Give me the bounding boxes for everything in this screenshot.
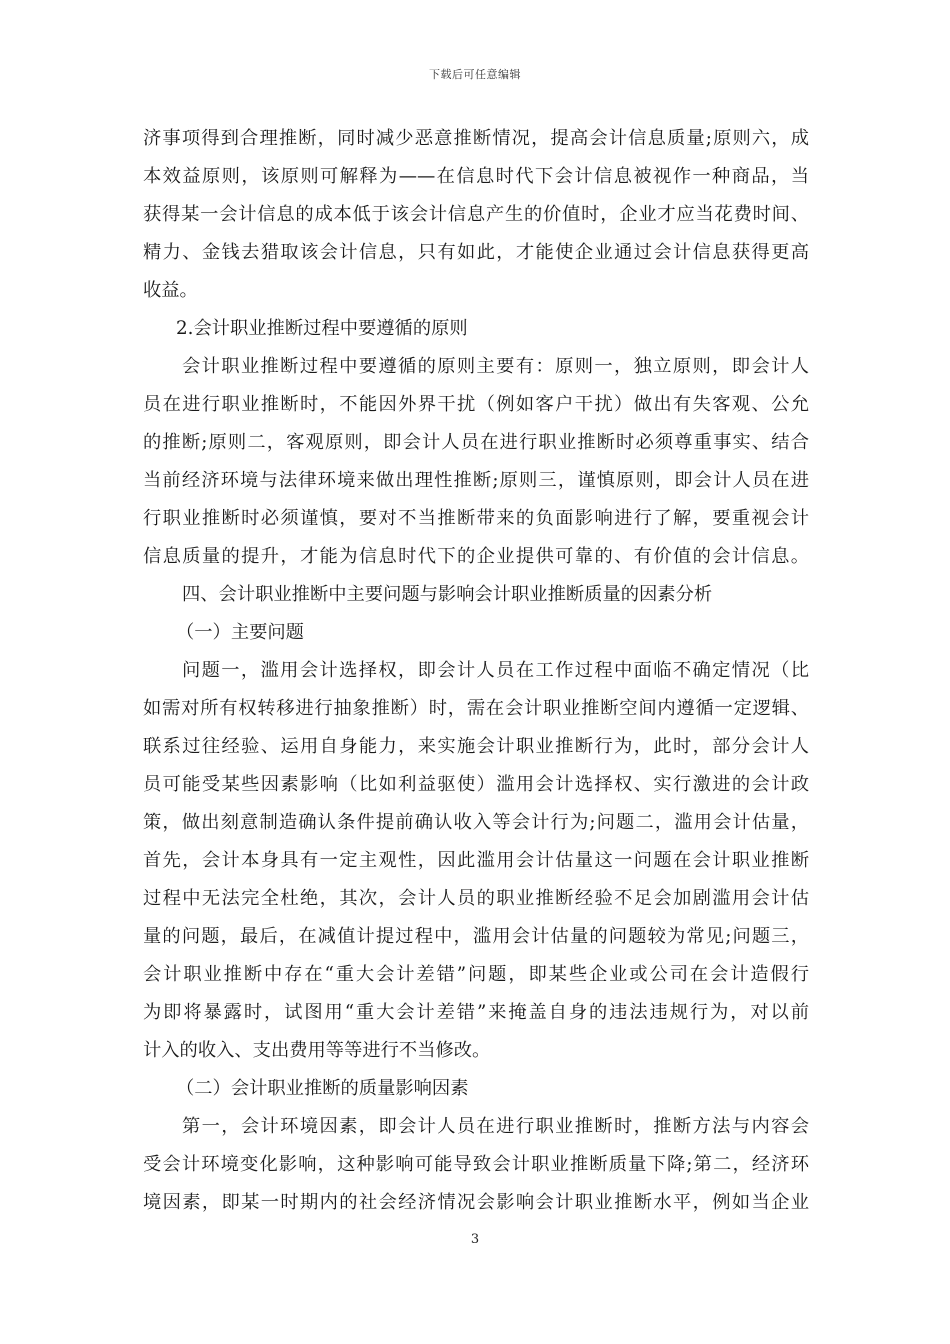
text-line: 行职业推断时必须谨慎，要对不当推断带来的负面影响进行了解，要重视会计 <box>143 508 809 529</box>
text-line: （二）会计职业推断的质量影响因素 <box>176 1078 469 1099</box>
text-line: 本效益原则，该原则可解释为——在信息时代下会计信息被视作一种商品，当 <box>143 166 809 187</box>
text-line: 收益。 <box>143 280 198 301</box>
text-line: 信息质量的提升，才能为信息时代下的企业提供可靠的、有价值的会计信息。 <box>143 546 809 567</box>
text-line: 济事项得到合理推断，同时减少恶意推断情况，提高会计信息质量;原则六，成 <box>143 128 809 149</box>
text-line: 当前经济环境与法律环境来做出理性推断;原则三，谨慎原则，即会计人员在进 <box>143 470 809 491</box>
text-line: 计入的收入、支出费用等等进行不当修改。 <box>143 1040 491 1061</box>
text-line: 2.会计职业推断过程中要遵循的原则 <box>176 318 468 339</box>
text-line: 首先，会计本身具有一定主观性，因此滥用会计估量这一问题在会计职业推断 <box>143 850 809 871</box>
text-line: 第一，会计环境因素，即会计人员在进行职业推断时，推断方法与内容会 <box>182 1116 809 1137</box>
text-line: 员可能受某些因素影响（比如利益驱使）滥用会计选择权、实行激进的会计政 <box>143 774 809 795</box>
text-line: 受会计环境变化影响，这种影响可能导致会计职业推断质量下降;第二，经济环 <box>143 1154 809 1175</box>
text-line: 的推断;原则二，客观原则，即会计人员在进行职业推断时必须尊重事实、结合 <box>143 432 809 453</box>
text-line: 为即将暴露时，试图用“重大会计差错”来掩盖自身的违法违规行为，对以前 <box>143 1002 809 1023</box>
page-number: 3 <box>470 1232 480 1247</box>
text-line: 会计职业推断中存在“重大会计差错”问题，即某些企业或公司在会计造假行 <box>143 964 809 985</box>
text-line: 策，做出刻意制造确认条件提前确认收入等会计行为;问题二，滥用会计估量， <box>143 812 809 833</box>
text-line: 如需对所有权转移进行抽象推断）时，需在会计职业推断空间内遵循一定逻辑、 <box>143 698 809 719</box>
text-line: 精力、金钱去猎取该会计信息，只有如此，才能使企业通过会计信息获得更高 <box>143 242 809 263</box>
text-line: 过程中无法完全杜绝，其次，会计人员的职业推断经验不足会加剧滥用会计估 <box>143 888 809 909</box>
text-line: 获得某一会计信息的成本低于该会计信息产生的价值时，企业才应当花费时间、 <box>143 204 809 225</box>
text-line: 员在进行职业推断时，不能因外界干扰（例如客户干扰）做出有失客观、公允 <box>143 394 809 415</box>
text-line: 会计职业推断过程中要遵循的原则主要有：原则一，独立原则，即会计人 <box>182 356 809 377</box>
text-line: 量的问题，最后，在减值计提过程中，滥用会计估量的问题较为常见;问题三， <box>143 926 809 947</box>
text-line: 境因素，即某一时期内的社会经济情况会影响会计职业推断水平，例如当企业 <box>143 1192 809 1213</box>
page-header: 下载后可任意编辑 <box>429 68 521 81</box>
text-line: 问题一，滥用会计选择权，即会计人员在工作过程中面临不确定情况（比 <box>182 660 809 681</box>
body-text <box>143 120 809 1222</box>
text-line: 四、会计职业推断中主要问题与影响会计职业推断质量的因素分析 <box>182 584 713 605</box>
text-line: （一）主要问题 <box>176 622 304 643</box>
text-line: 联系过往经验、运用自身能力，来实施会计职业推断行为，此时，部分会计人 <box>143 736 809 757</box>
